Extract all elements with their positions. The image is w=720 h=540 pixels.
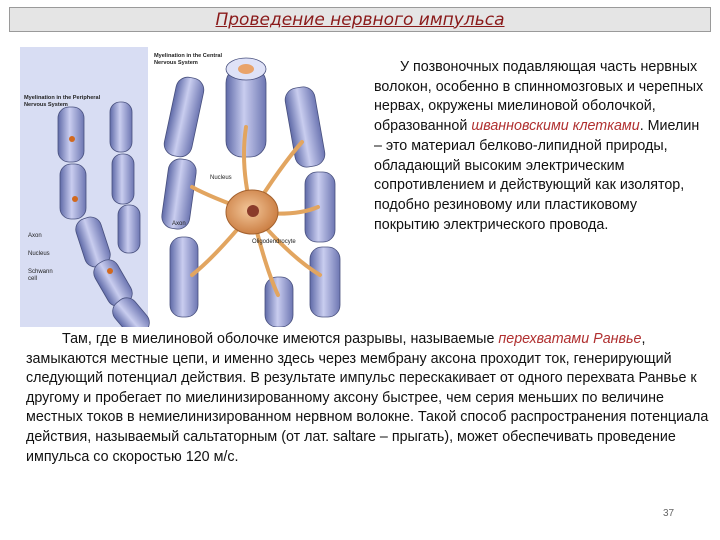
label-schwann-2: cell <box>28 276 38 282</box>
page-number: 37 <box>663 508 675 519</box>
nucleus <box>247 205 259 217</box>
myelination-diagram <box>20 47 360 327</box>
pns-label-1: Myelination in the Peripheral <box>24 95 101 101</box>
label-nucleus-left: Nucleus <box>28 251 50 257</box>
paragraph-2 <box>26 330 714 467</box>
title-bar <box>9 7 711 32</box>
cns-label-1: Myelination in the Central <box>154 53 223 59</box>
label-nucleus: Nucleus <box>210 175 232 181</box>
term-nodes-of-ranvier: перехватами Ранвье <box>498 331 642 347</box>
para1-text-b: . Миелин – это материал белково-липидной природы, обладающий высоким электрическим сопротивлением и действующий как изолятор, подобно резиновому или пластиковому покрытию электрического провода. <box>374 118 700 233</box>
page-title: Проведение нервного импульса <box>215 9 505 30</box>
pns-label-2: Nervous System <box>24 102 68 108</box>
para2-text-b: , замыкаются местные цепи, и именно здесь через мембрану аксона проходит ток, генерирующий следующий потенциал действия. В результате импульс перескакивает от одного перехвата Ранвье к другому и пробегает по миелинизированному аксону быстрее, чем серия меньших по величине местных токов в немиелинизированном нервном волокне. Такой способ распространения потенциала действия, называемый сальтаторным (от лат. saltare – прыгать), может обеспечивать проведение импульса со скоростью 120 м/с. <box>26 331 709 465</box>
label-schwann-1: Schwann <box>28 269 53 275</box>
paragraph-1 <box>374 58 704 235</box>
label-oligodendrocyte: Oligodendrocyte <box>252 239 296 245</box>
label-axon-left: Axon <box>28 233 42 239</box>
cns-label-2: Nervous System <box>154 60 198 66</box>
myelination-illustration <box>20 47 360 327</box>
para1-text-a: У позвоночных подавляющая часть нервных волокон, особенно в спинномозговых и черепных нервах, окружены миелиновой оболочкой, образованной <box>374 59 704 135</box>
para2-text-a: Там, где в миелиновой оболочке имеются разрывы, называемые <box>62 331 499 347</box>
label-axon: Axon <box>172 221 186 227</box>
term-schwann-cells: шванновскими клетками <box>471 118 640 135</box>
